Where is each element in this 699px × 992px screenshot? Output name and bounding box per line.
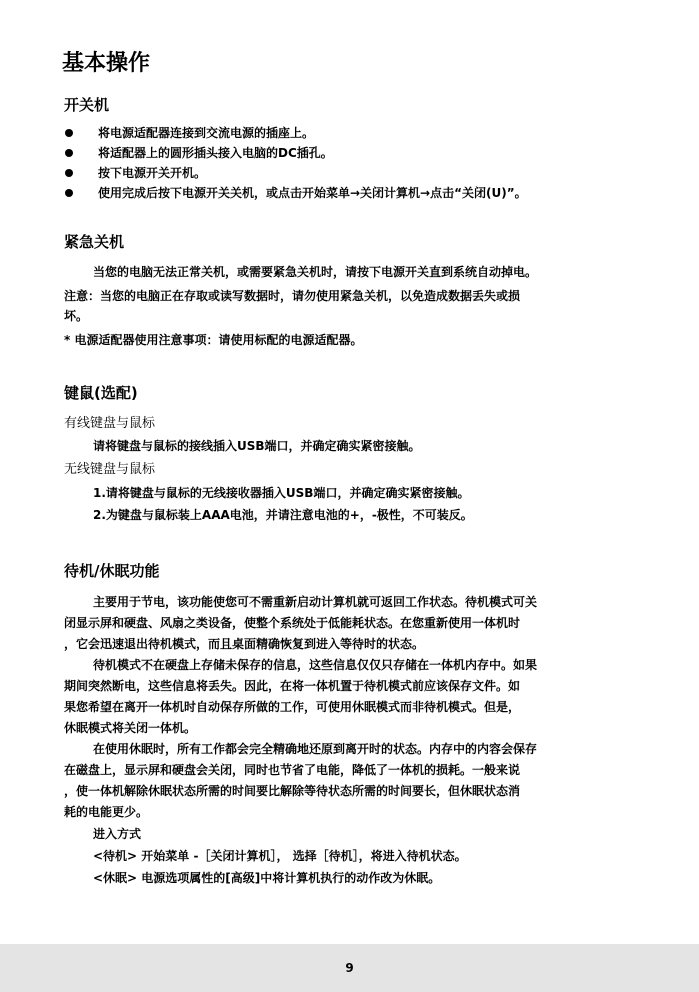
standby-line-11: 耗的电能更少。 (64, 805, 149, 819)
emergency-heading: 紧急关机 (64, 233, 125, 251)
hibernate-entry: <休眠> 电源选项属性的[高级]中将计算机执行的动作改为休眠。 (93, 871, 441, 885)
entry-method-label: 进入方式 (93, 827, 142, 841)
wired-subheading: 有线键盘与鼠标 (64, 416, 156, 431)
adapter-notice: * 电源适配器使用注意事项：请使用标配的电源适配器。 (64, 333, 363, 347)
standby-line-3: ，它会迅速退出待机模式，而且桌面精确恢复到进入等待时的状态。 (64, 637, 425, 651)
page-number: 9 (345, 961, 354, 975)
bullet-dot-icon (65, 149, 73, 157)
wireless-step-1: 1.请将键盘与鼠标的无线接收器插入USB端口，并确定确实紧密接触。 (93, 486, 470, 500)
manual-page: 基本操作 开关机 将电源适配器连接到交流电源的插座上。 将适配器上的圆形插头接入电脑的DC插孔。 按下电源开关开机。 使用完成后按下电源开关关机，或点击开始菜单→关闭计算机→点击“关闭(U)”。 紧急关机 当您的电脑无法正常关机，或需要紧急关机时，请按下电源开关直到系统自动掉电。 注意：当您的电脑正在存取或读写数据时，请勿使用紧急关机，以免造成数据丢失或损 坏。 * 电源适配器使用注意事项：请使用标配的电源适配器。 键鼠(选配) 有线键盘与鼠标 请将键盘与鼠标的接线插入USB端口，并确定确实紧密接触。 无线键盘与鼠标 1.请将键盘与鼠标的无线接收器插入USB端口，并确定确实紧密接触。 2.为键盘与鼠标装上AAA电池，并请注意电池的+，-极性，不可装反。 待机/休眠功能 主要用于节电，该功能使您可不需重新启动计算机就可返回工作状态。待机模式可关 闭显示屏和硬盘、风扇之类设备，使整个系统处于低能耗状态。在您重新使用一体机时 ，它会迅速退出待机模式，而且桌面精确恢复到进入等待时的状态。 待机模式不在硬盘上存储未保存的信息，这些信息仅仅只存储在一体机内存中。如果 期间突然断电，这些信息将丢失。因此，在将一体机置于待机模式前应该保存文件。如 果您希望在离开一体机时自动保存所做的工作，可使用休眠模式而非待机模式。但是， 休眠模式将关闭一体机。 在使用休眠时，所有工作都会完全精确地还原到离开时的状态。内存中的内容会保存 在磁盘上，显示屏和硬盘会关闭，同时也节省了电能，降低了一体机的损耗。一般来说 ，使一体机解除休眠状态所需的时间要比解除等待状态所需的时间要长，但休眠状态消 耗的电能更少。 进入方式 <待机> 开始菜单 -［关闭计算机］， 选择［待机］，将进入待机状态。 <休眠> 电源选项属性的[高级]中将计算机执行的动作改为休眠。 9 (0, 0, 699, 992)
bullet-dot-icon (65, 189, 73, 197)
standby-heading: 待机/休眠功能 (64, 562, 160, 580)
page-footer (0, 944, 699, 992)
wireless-step-2: 2.为键盘与鼠标装上AAA电池，并请注意电池的+，-极性，不可装反。 (93, 508, 473, 522)
standby-line-8: 在使用休眠时，所有工作都会完全精确地还原到离开时的状态。内存中的内容会保存 (93, 742, 538, 756)
emergency-note-cont: 坏。 (64, 309, 89, 323)
standby-line-6: 果您希望在离开一体机时自动保存所做的工作，可使用休眠模式而非待机模式。但是， (64, 700, 521, 714)
wired-instructions: 请将键盘与鼠标的接线插入USB端口，并确定确实紧密接触。 (93, 439, 421, 453)
bullet-dot-icon (65, 129, 73, 137)
standby-line-9: 在磁盘上，显示屏和硬盘会关闭，同时也节省了电能，降低了一体机的损耗。一般来说 (64, 763, 521, 777)
wireless-subheading: 无线键盘与鼠标 (64, 462, 156, 477)
power-heading: 开关机 (64, 96, 110, 114)
emergency-paragraph: 当您的电脑无法正常关机，或需要紧急关机时，请按下电源开关直到系统自动掉电。 (93, 265, 538, 279)
standby-entry: <待机> 开始菜单 -［关闭计算机］， 选择［待机］，将进入待机状态。 (93, 849, 467, 863)
keyboard-heading: 键鼠(选配) (64, 384, 138, 402)
emergency-note: 注意：当您的电脑正在存取或读写数据时，请勿使用紧急关机，以免造成数据丢失或损 (64, 289, 521, 303)
standby-line-4: 待机模式不在硬盘上存储未保存的信息，这些信息仅仅只存储在一体机内存中。如果 (93, 658, 538, 672)
page-title: 基本操作 (62, 51, 151, 76)
standby-line-5: 期间突然断电，这些信息将丢失。因此，在将一体机置于待机模式前应该保存文件。如 (64, 679, 521, 693)
standby-line-7: 休眠模式将关闭一体机。 (64, 721, 197, 735)
standby-line-2: 闭显示屏和硬盘、风扇之类设备，使整个系统处于低能耗状态。在您重新使用一体机时 (64, 616, 521, 630)
standby-line-10: ，使一体机解除休眠状态所需的时间要比解除等待状态所需的时间要长，但休眠状态消 (64, 784, 521, 798)
bullet-dot-icon (65, 169, 73, 177)
standby-line-1: 主要用于节电，该功能使您可不需重新启动计算机就可返回工作状态。待机模式可关 (93, 595, 538, 609)
